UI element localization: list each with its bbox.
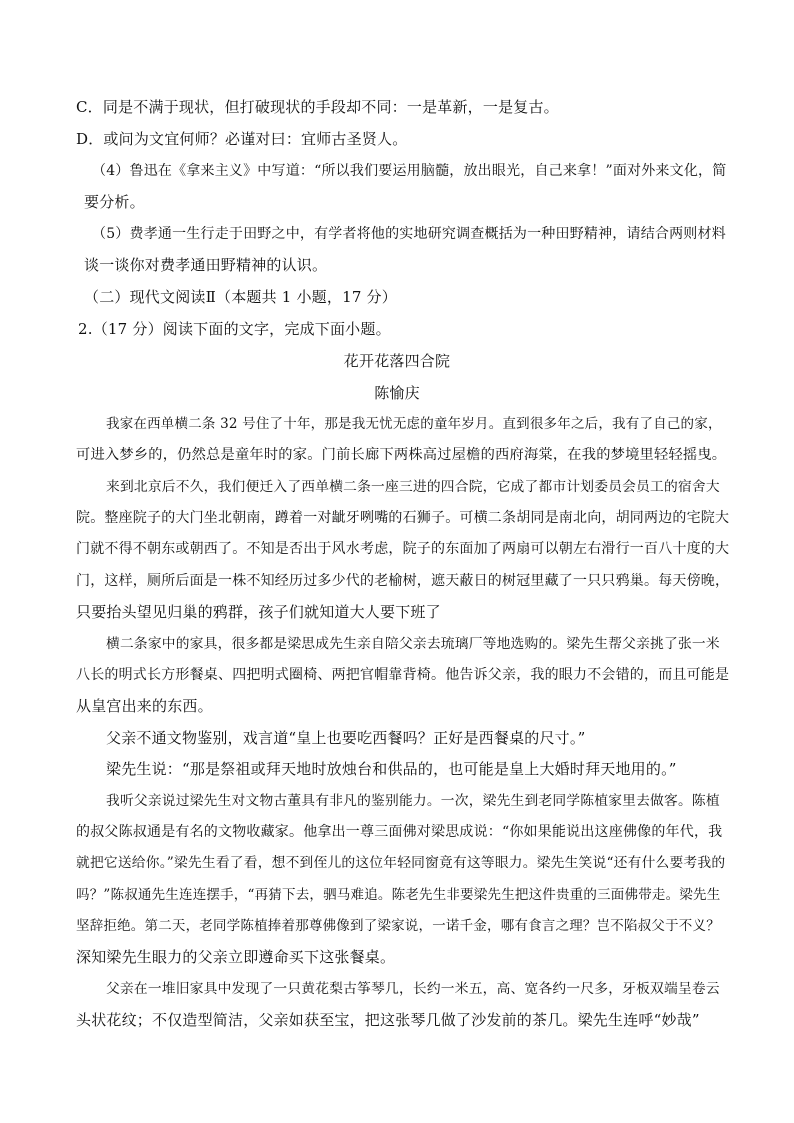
article-line: 坚辞拒绝。第二天，老同学陈植捧着那尊佛像到了梁家说，一诺千金，哪有食言之理？岂不陷叔父于不义？ <box>76 918 720 934</box>
section-heading: （二）现代文阅读Ⅱ（本题共 1 小题，17 分） <box>84 288 397 306</box>
article-line: 就把它送给你。”梁先生看了看，想不到侄儿的这位年轻同窗竟有这等眼力。梁先生笑说“还有什么要考我的 <box>76 855 726 871</box>
option-c: C．同是不满于现状，但打破现状的手段却不同：一是革新，一是复古。 <box>76 98 559 116</box>
article-line: 父亲在一堆旧家具中发现了一只黄花梨古筝琴几，长约一米五，高、宽各约一尺多，牙板双端呈卷云 <box>106 981 720 997</box>
article-author: 陈愉庆 <box>374 384 420 402</box>
question-5-line-1: （5）费孝通一生行走于田野之中，有学者将他的实地研究调查概括为一种田野精神，请结合两则材料 <box>92 226 726 242</box>
article-line: 可进入梦乡的，仍然总是童年时的家。门前长廊下两株高过屋檐的西府海棠，在我的梦境里轻轻摇曳。 <box>76 447 727 463</box>
article-line: 我听父亲说过梁先生对文物古董具有非凡的鉴别能力。一次，梁先生到老同学陈植家里去做客。陈植 <box>106 793 720 809</box>
option-d: D．或问为文宜何师？必谨对曰：宜师古圣贤人。 <box>76 130 408 148</box>
article-line: 来到北京后不久，我们便迁入了西单横二条一座三进的四合院，它成了都市计划委员会员工的宿舍大 <box>106 479 720 495</box>
question-4-line-2: 要分析。 <box>84 193 145 211</box>
question-4-line-1: （4）鲁迅在《拿来主义》中写道：“所以我们要运用脑髓，放出眼光，自己来拿！”面对外来文化，简 <box>92 163 727 179</box>
article-line: 的叔父陈叔通是有名的文物收藏家。他拿出一尊三面佛对梁思成说：“你如果能说出这座佛像的年代，我 <box>76 824 723 840</box>
article-line: 院。整座院子的大门坐北朝南，蹲着一对龇牙咧嘴的石狮子。可横二条胡同是南北向，胡同两边的宅院大 <box>76 510 730 526</box>
question-2-prompt: 2.（17 分）阅读下面的文字，完成下面小题。 <box>78 320 391 338</box>
question-5-line-2: 谈一谈你对费孝通田野精神的认识。 <box>84 256 328 274</box>
article-line: 头状花纹；不仅造型简洁，父亲如获至宝，把这张琴几做了沙发前的茶几。梁先生连呼“妙哉” <box>76 1011 700 1029</box>
article-line: 我家在西单横二条 32 号住了十年，那是我无忧无虑的童年岁月。直到很多年之后，我有了自己的家， <box>106 416 722 432</box>
article-line: 吗？”陈叔通先生连连摆手，“再猜下去，驷马难追。陈老先生非要梁先生把这件贵重的三面佛带走。梁先生 <box>76 887 721 903</box>
article-line: 八长的明式长方形餐桌、四把明式圈椅、两把官帽靠背椅。他告诉父亲，我的眼力不会错的，而且可能是 <box>76 667 730 683</box>
article-line: 深知梁先生眼力的父亲立即遵命买下这张餐桌。 <box>76 948 396 966</box>
article-line: 从皇宫出来的东西。 <box>76 697 213 715</box>
article-line: 父亲不通文物鉴别，戏言道“皇上也要吃西餐吗？正好是西餐桌的尺寸。” <box>106 729 586 747</box>
article-line: 横二条家中的家具，很多都是梁思成先生亲自陪父亲去琉璃厂等地选购的。梁先生帮父亲挑了张一米 <box>106 636 720 652</box>
article-title: 花开花落四合院 <box>343 352 451 370</box>
article-line: 梁先生说：“那是祭祖或拜天地时放烛台和供品的，也可能是皇上大婚时拜天地用的。” <box>106 760 677 778</box>
article-line: 门，这样，厕所后面是一株不知经历过多少代的老榆树，遮天蔽日的树冠里藏了一只只鸦巢。每天傍晚， <box>76 573 730 589</box>
article-line: 只要抬头望见归巢的鸦群，孩子们就知道大人要下班了 <box>76 603 441 621</box>
article-line: 门就不得不朝东或朝西了。不知是否出于风水考虑，院子的东面加了两扇可以朝左右滑行一百八十度的大 <box>76 541 730 557</box>
